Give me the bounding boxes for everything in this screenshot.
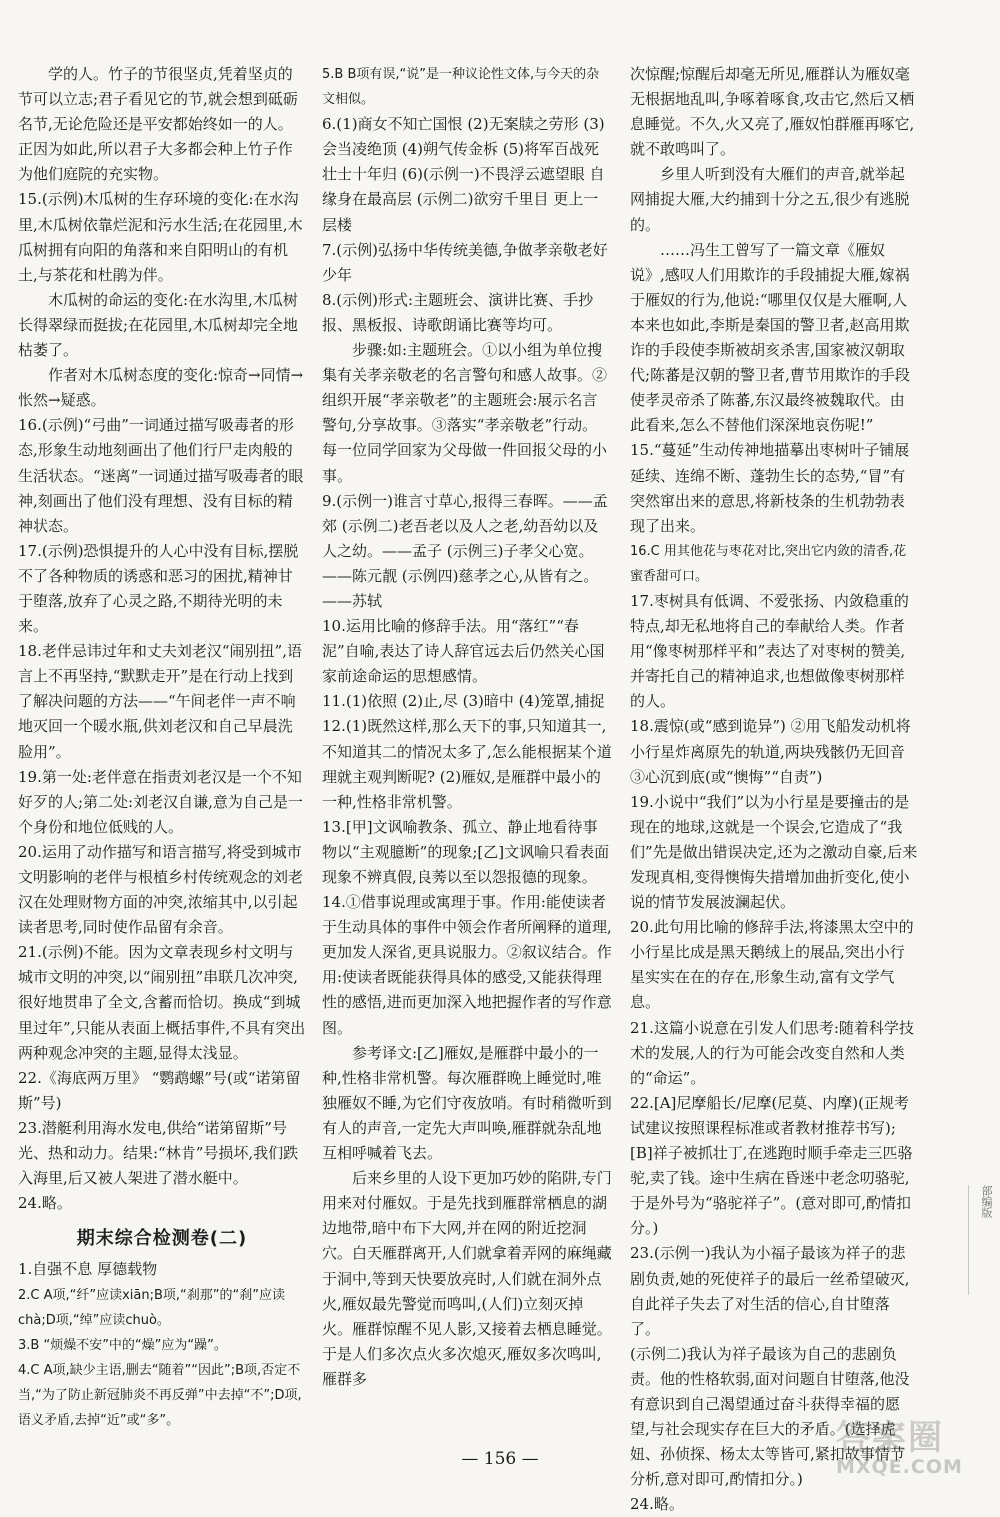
answer-item: 9.(示例一)谁言寸草心,报得三春晖。——孟郊 (示例二)老吾老以及人之老,幼吾幼以及人之幼。——孟子 (示例三)子孝父心宽。——陈元靓 (示例四)慈孝之心,从皆有之。——苏轼 <box>322 491 608 610</box>
answer-item: 16.C 用其他花与枣花对比,突出它内敛的清香,花蜜香甜可口。 <box>630 543 907 584</box>
answer-item: 23.潜艇利用海水发电,供给“诺第留斯”号光、热和动力。结果:“林肯”号损坏,我们跌入海里,后又被人架进了潜水艇中。 <box>18 1118 299 1188</box>
answer-item: 20.此句用比喻的修辞手法,将漆黑太空中的小行星比成是黑天鹅绒上的展品,突出小行星实实在在的存在,形象生动,富有文学气息。 <box>630 918 914 1012</box>
answer-item: 11.(1)依照 (2)止,尽 (3)暗中 (4)笼罩,捕捉 <box>322 692 605 711</box>
answer-item: 乡里人听到没有大雁们的声音,就举起网捕捉大雁,大约捕到十分之五,很少有逃脱的。 <box>630 165 910 234</box>
answer-item: 21.这篇小说意在引发人们思考:随着科学技术的发展,人的行为可能会改变自然和人类的“命运”。 <box>630 1018 914 1087</box>
answer-column-right <box>630 62 918 1517</box>
answer-item: 16.(示例)“弓曲”一词通过描写吸毒者的形态,形象生动地刻画出了他们行尸走肉般的生活状态。“迷离”一词通过描写吸毒者的眼神,刻画出了他们没有理想、没有目标的精神状态。 <box>18 416 304 535</box>
answer-item: 22.《海底两万里》 “鹦鹉螺”号(或“诺第留斯”号) <box>18 1068 301 1112</box>
answer-item: 18.老伴忌讳过年和丈夫刘老汉“闹别扭”,语言上不再坚持,“默默走开”是在行动上找到了解决问题的方法——“午间老伴一声不响地灭回一个暖水瓶,供刘老汉和自己早晨洗脸用”。 <box>18 642 302 761</box>
answer-item: 7.(示例)弘扬中华传统美德,争做孝亲敬老好少年 <box>322 240 608 284</box>
answer-item: 次惊醒;惊醒后却毫无所见,雁群认为雁奴毫无根据地乱叫,争啄着啄食,攻击它,然后又栖息睡觉。不久,火又亮了,雁奴怕群雁再啄它,就不敢鸣叫了。 <box>630 65 915 159</box>
answer-item: 3.B “烦燥不安”中的“燥”应为“躁”。 <box>18 1337 227 1353</box>
answer-item: 24.略。 <box>630 1495 684 1514</box>
answer-item: ……冯生工曾写了一篇文章《雁奴说》,感叹人们用欺诈的手段捕捉大雁,嫁祸于雁奴的行为,他说:“哪里仅仅是大雁啊,人本来也如此,李斯是秦国的警卫者,赵高用欺诈的手段使李斯被胡亥杀害,国家被汉朝取代;陈蕃是汉朝的警卫者,曹节用欺诈的手段使孝灵帝杀了陈蕃,东汉最终被魏取代。由此看来,怎么不替他们深深地哀伤呢!” <box>630 240 910 435</box>
answer-item: 23.(示例一)我认为小福子最该为祥子的悲剧负责,她的死使祥子的最后一丝希望破灭,自此祥子失去了对生活的信心,自甘堕落了。 <box>630 1244 910 1338</box>
answer-item: 1.自强不息 厚德载物 <box>18 1260 158 1279</box>
answer-item: 12.(1)既然这样,那么天下的事,只知道其一,不知道其二的情况太多了,怎么能根据某个道理就主观判断呢? (2)雁奴,是雁群中最小的一种,性格非常机警。 <box>322 717 612 811</box>
reference-translation: 参考译文:[乙]雁奴,是雁群中最小的一种,性格非常机警。每次雁群晚上睡觉时,唯独雁奴不睡,为它们守夜放哨。有时稍微听到有人的声音,一定先大声叫唤,雁群就杂乱地互相呼喊着飞去。 <box>322 1043 612 1163</box>
answer-item: 18.震惊(或“感到诡异”) ②用飞船发动机将小行星炸离原先的轨道,两块残骸仍无回音 ③心沉到底(或“懊悔”“自责”) <box>630 717 911 786</box>
answer-item: 6.(1)商女不知亡国恨 (2)无案牍之劳形 (3)会当凌绝顶 (4)朔气传金柝 (5)将军百战死 壮士十年归 (6)(示例一)不畏浮云遮望眼 自缘身在最高层 (示例二)欲穷千里目 更上一层楼 <box>322 115 605 234</box>
answer-item: 2.C A项,“纤”应读xiān;B项,“刹那”的“刹”应读chà;D项,“绰”应读chuò。 <box>18 1287 285 1328</box>
answer-item: 10.运用比喻的修辞手法。用“落红”“春泥”自喻,表达了诗人辞官远去后仍然关心国家前途命运的思想感情。 <box>322 617 605 686</box>
answer-item: 作者对木瓜树态度的变化:惊奇→同情→怅然→疑惑。 <box>18 366 304 410</box>
answer-item: 木瓜树的命运的变化:在水沟里,木瓜树长得翠绿而挺拔;在花园里,木瓜树却完全地枯萎了。 <box>18 290 298 360</box>
answer-item: 15.(示例)木瓜树的生存环境的变化:在水沟里,木瓜树依靠烂泥和污水生活;在花园里,木瓜树拥有向阳的角落和来自阳明山的有机土,与茶花和杜鹃为伴。 <box>18 190 303 284</box>
watermark-logo <box>832 1408 982 1484</box>
answer-column-left <box>18 62 306 1433</box>
answer-item: 21.(示例)不能。因为文章表现乡村文明与城市文明的冲突,以“闹别扭”串联几次冲突,很好地贯串了全文,含蓄而恰切。换成“到城里过年”,只能从表面上概括事件,不具有突出两种观念冲突的主题,显得太浅显。 <box>18 943 306 1062</box>
answer-item: 17.(示例)恐惧提升的人心中没有目标,摆脱不了各种物质的诱惑和恶习的困扰,精神甘于堕落,放弃了心灵之路,不期待光明的未来。 <box>18 541 299 636</box>
answer-item: 19.小说中“我们”以为小行星是要撞击的是现在的地球,这就是一个误会,它造成了“我们”先是做出错误决定,还为之激动自豪,后来发现真相,变得懊悔失措增加曲折变化,使小说的情节发展波澜起伏。 <box>630 792 918 912</box>
answer-item: 15.“蔓延”生动传神地描摹出枣树叶子铺展延续、连绵不断、蓬勃生长的态势,“冒”有突然窜出来的意思,将新枝条的生机勃勃表现了出来。 <box>630 441 910 535</box>
answer-item: 20.运用了动作描写和语言描写,将受到城市文明影响的老伴与根植乡村传统观念的刘老汉在处理财物方面的冲突,浓缩其中,以引起读者思考,同时使作品留有余音。 <box>18 842 304 937</box>
answer-item: 13.[甲]文讽喻教条、孤立、静止地看待事物以“主观臆断”的现象;[乙]文讽喻只看表面现象不辨真假,良莠以至以怨报德的现象。 <box>322 817 610 886</box>
answer-item: 19.第一处:老伴意在指责刘老汉是一个不知好歹的人;第二处:刘老汉自谦,意为自己是一个身份和地位低贱的人。 <box>18 767 303 836</box>
answer-item: 步骤:如:主题班会。①以小组为单位搜集有关孝亲敬老的名言警句和感人故事。②组织开展“孝亲敬老”的主题班会:展示名言警句,分享故事。③落实“孝亲敬老”行动。每一位同学回家为父母做一件回报父母的小事。 <box>322 341 608 485</box>
answer-item: 4.C A项,缺少主语,删去“随着”“因此”;B项,否定不当,“为了防止新冠肺炎不再反弹”中去掉“不”;D项,语义矛盾,去掉“近”或“多”。 <box>18 1362 302 1428</box>
page-number: — 156 — <box>461 1449 539 1469</box>
answer-column-middle <box>322 62 612 1392</box>
side-tab-label: 部编版 <box>968 1185 994 1295</box>
answer-item: 17.枣树具有低调、不爱张扬、内敛稳重的特点,却无私地将自己的奉献给人类。作者用“像枣树那样平和”表达了对枣树的赞美,并寄托自己的精神追求,也想做像枣树那样的人。 <box>630 591 909 711</box>
answer-item: 学的人。竹子的节很坚贞,凭着坚贞的节可以立志;君子看见它的节,就会想到砥砺名节,无论危险还是平安都始终如一的人。正因为如此,所以君子大多都会种上竹子作为他们庭院的充实物。 <box>18 65 298 184</box>
answer-item: 14.①借事说理或寓理于事。作用:能使读者于生动具体的事件中领会作者所阐释的道理,更加发人深省,更具说服力。②叙议结合。作用:使读者既能获得具体的感受,又能获得理性的感悟,进而更加深入地把握作者的写作意图。 <box>322 893 612 1037</box>
answer-item: 5.B B项有误,“说”是一种议论性文体,与今天的杂文相似。 <box>322 67 600 108</box>
watermark-text: 答案圈 <box>836 1418 944 1458</box>
answer-item: 22.[A]尼摩船长/尼摩(尼莫、内摩)(正规考试建议按照课程标准或者教材推荐书写);[B]祥子被抓壮丁,在逃跑时顺手牵走三匹骆驼,卖了钱。途中生病在昏迷中老念叨骆驼,于是外号为“骆驼祥子”。(意对即可,酌情扣分。) <box>630 1093 913 1238</box>
watermark-url: MXQE.COM <box>836 1456 963 1478</box>
answer-item: 后来乡里的人设下更加巧妙的陷阱,专门用来对付雁奴。于是先找到雁群常栖息的湖边地带,暗中布下大网,并在网的附近挖洞穴。白天雁群离开,人们就拿着弄网的麻绳藏于洞中,等到天快要放亮时,人们就在洞外点火,雁奴最先警觉而鸣叫,(人们)立刻灭掉火。雁群惊醒不见人影,又接着去栖息睡觉。于是人们多次点火多次熄灭,雁奴多次鸣叫,雁群多 <box>322 1169 612 1388</box>
answer-item: (示例二)我认为祥子最该为自己的悲剧负责。他的性格软弱,面对问题自甘堕落,他没有意识到自己渴望通过奋斗获得幸福的愿望,与社会现实存在巨大的矛盾。(选择虎妞、孙侦探、杨太太等皆可,紧扣故事情节分析,意对即可,酌情扣分。) <box>630 1344 910 1489</box>
section-title: 期末综合检测卷(二) <box>76 1228 248 1250</box>
answer-item: 24.略。 <box>18 1194 72 1213</box>
answer-item: 8.(示例)形式:主题班会、演讲比赛、手抄报、黑板报、诗歌朗诵比赛等均可。 <box>322 290 594 334</box>
